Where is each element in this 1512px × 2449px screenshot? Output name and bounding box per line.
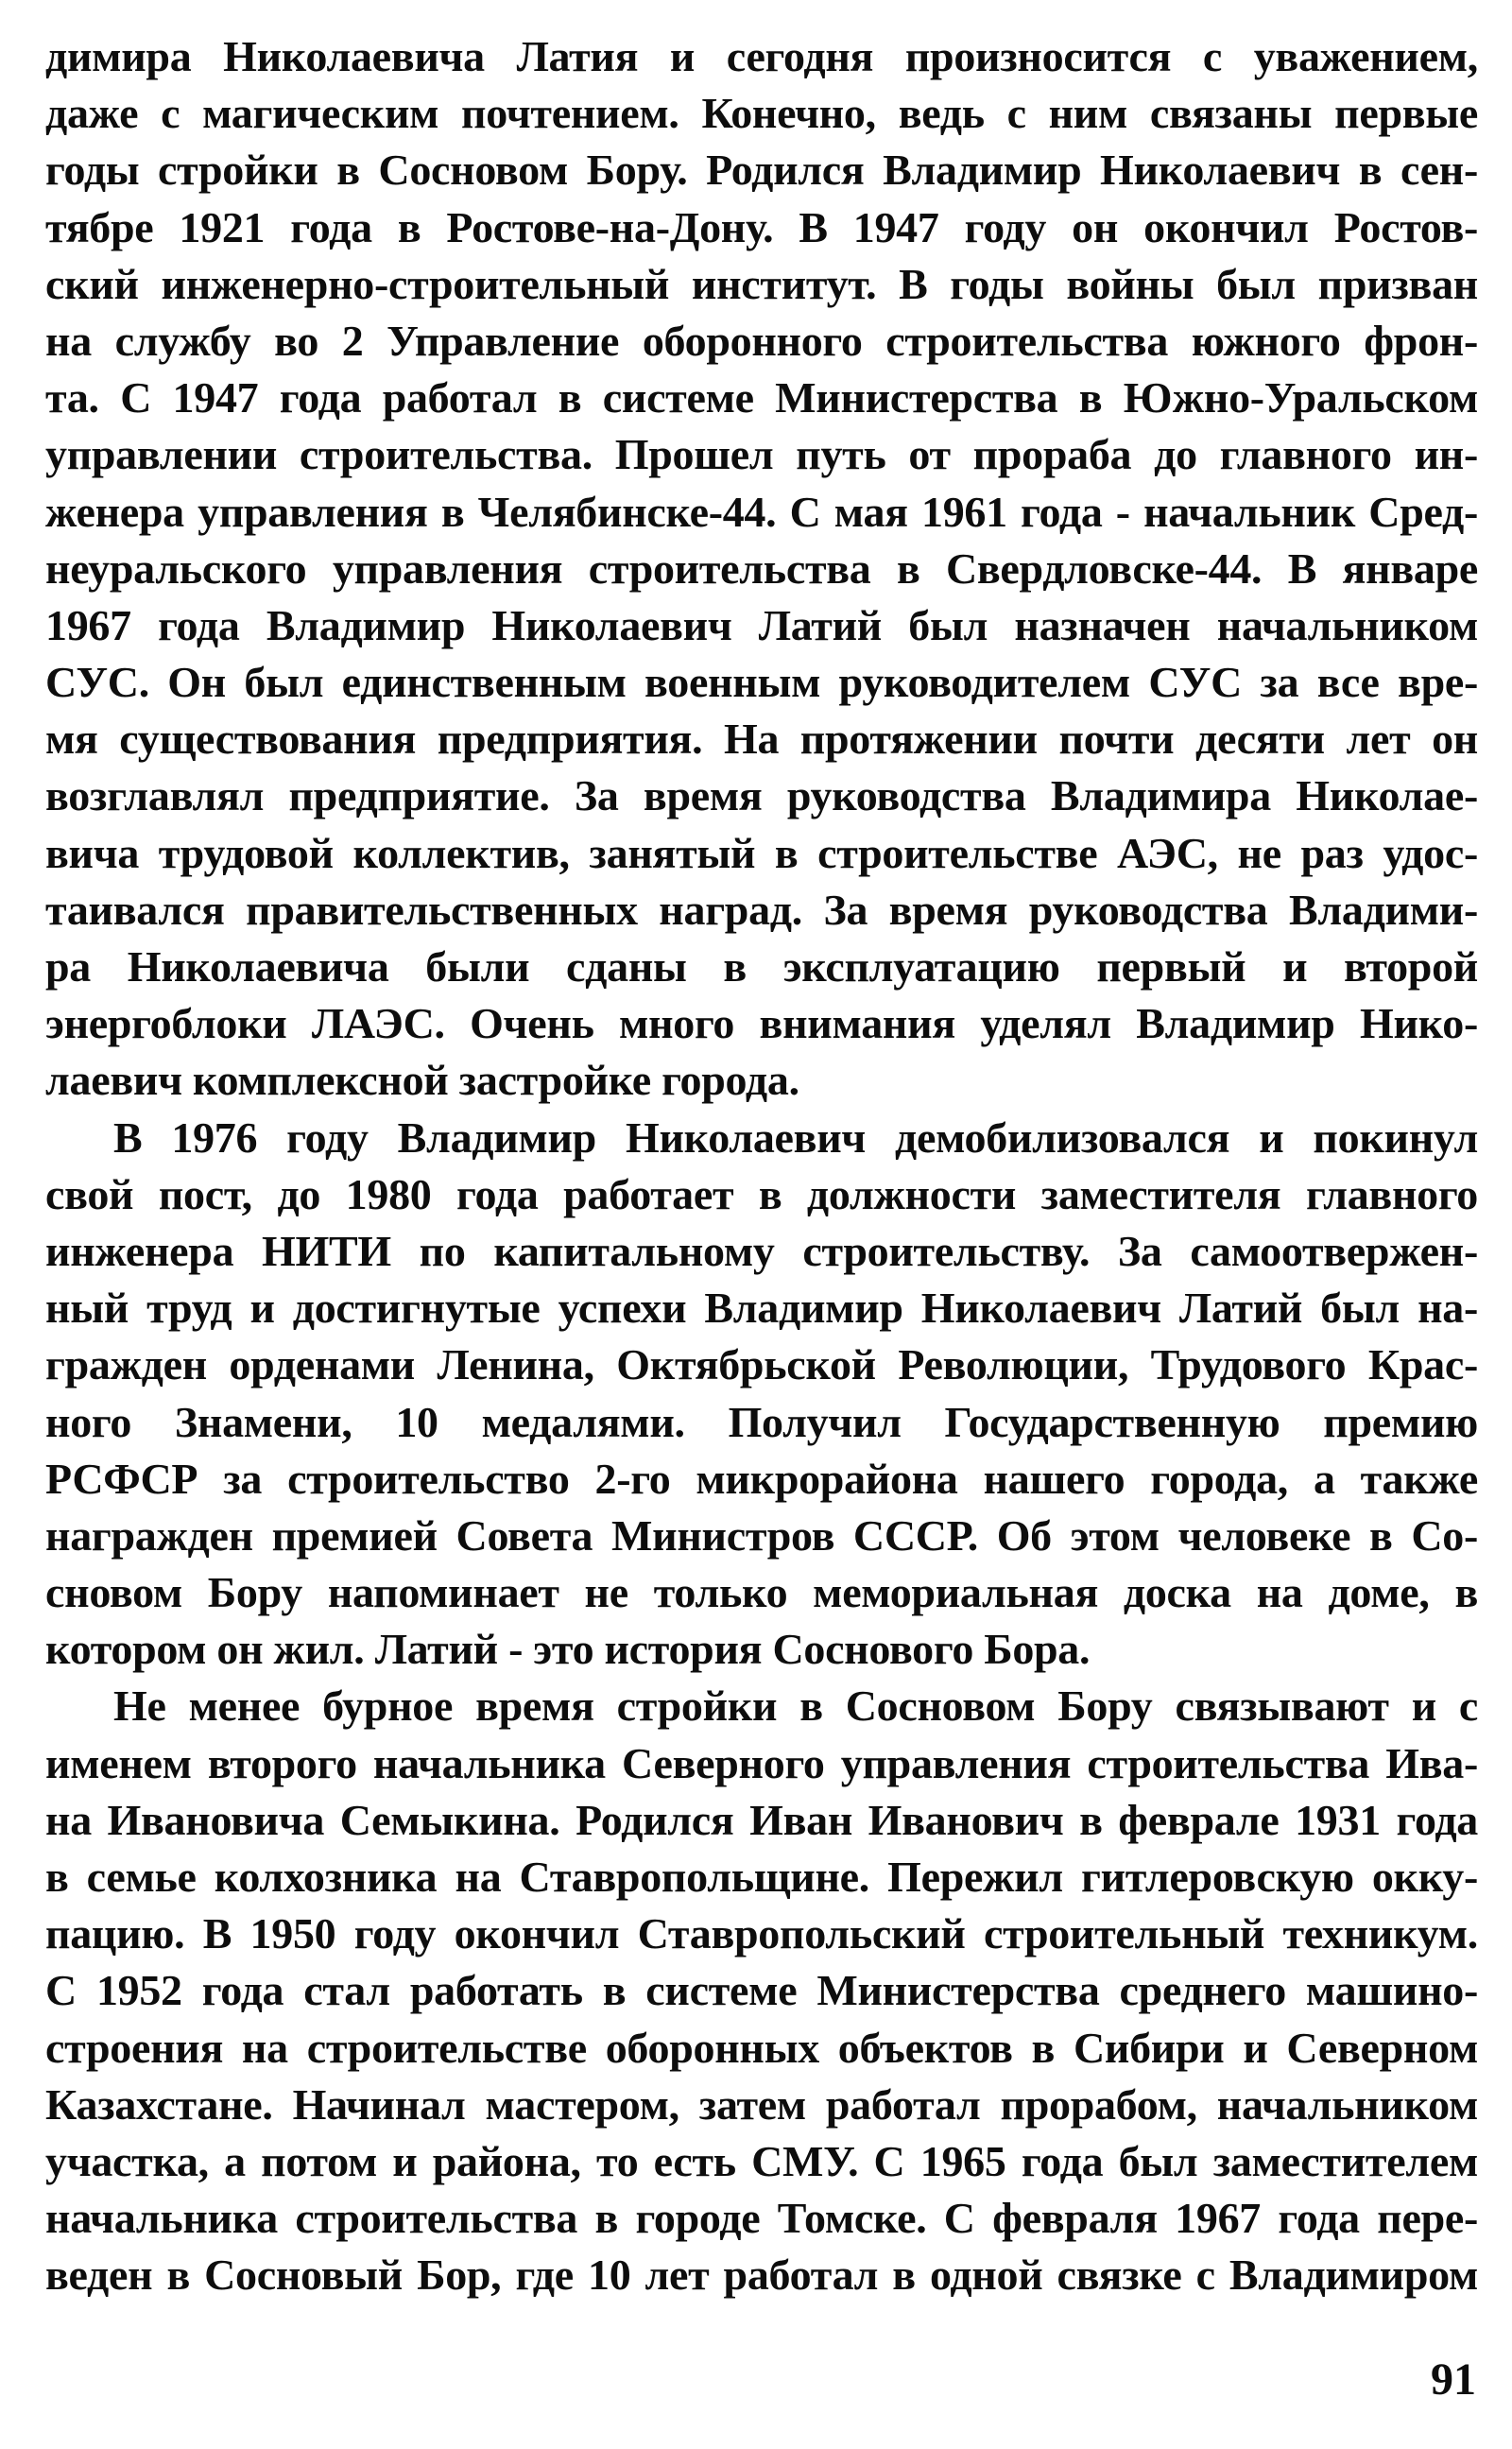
text-line: на Ивановича Семыкина. Родился Иван Иванович в феврале 1931 года bbox=[45, 1795, 1478, 1844]
text-line: строения на строительстве оборонных объектов в Сибири и Северном bbox=[45, 2023, 1478, 2072]
text-line: тябре 1921 года в Ростове-на-Дону. В 1947 году он окончил Ростов- bbox=[45, 202, 1478, 251]
text-line: СУС. Он был единственным военным руководителем СУС за все вре- bbox=[45, 658, 1478, 707]
text-line: Казахстане. Начинал мастером, затем работал прорабом, начальником bbox=[45, 2079, 1478, 2129]
text-line: та. С 1947 года работал в системе Министерства в Южно-Уральском bbox=[45, 373, 1478, 423]
text-line: начальника строительства в городе Томске. С февраля 1967 года пере- bbox=[45, 2194, 1478, 2243]
paragraph bbox=[45, 1678, 1478, 2303]
text-line: возглавлял предприятие. За время руководства Владимира Николае- bbox=[45, 771, 1478, 820]
text-line: мя существования предприятия. На протяжении почти десяти лет он bbox=[45, 715, 1478, 764]
text-line: сновом Бору напоминает не только мемориальная доска на доме, в bbox=[45, 1568, 1478, 1617]
paragraph bbox=[45, 28, 1478, 1110]
text-line: веден в Сосновый Бор, где 10 лет работал в одной связке с Владимиром bbox=[45, 2251, 1478, 2300]
text-line: гражден орденами Ленина, Октябрьской Революции, Трудового Крас- bbox=[45, 1340, 1478, 1389]
text-line: на службу во 2 Управление оборонного строительства южного фрон- bbox=[45, 316, 1478, 365]
text-line: ра Николаевича были сданы в эксплуатацию первый и второй bbox=[45, 942, 1478, 991]
text-line: неуральского управления строительства в Свердловске-44. В январе bbox=[45, 543, 1478, 593]
text-line: котором он жил. Латий - это история Соснового Бора. bbox=[45, 1625, 1091, 1674]
text-line: в семье колхозника на Ставропольщине. Пережил гитлеровскую окку- bbox=[45, 1853, 1478, 1901]
text-line: женера управления в Челябинске-44. С мая 1961 года - начальник Сред- bbox=[45, 487, 1478, 536]
text-line: лаевич комплексной застройке города. bbox=[45, 1056, 799, 1105]
body-text bbox=[45, 28, 1478, 2304]
text-line: С 1952 года стал работать в системе Министерства среднего машино- bbox=[45, 1966, 1478, 2015]
page-number: 91 bbox=[1431, 2354, 1476, 2405]
text-line: вича трудовой коллектив, занятый в строительстве АЭС, не раз удос- bbox=[45, 828, 1478, 877]
text-line: именем второго начальника Северного управления строительства Ива- bbox=[45, 1738, 1478, 1787]
text-line: Не менее бурное время стройки в Сосновом Бору связывают и с bbox=[113, 1682, 1478, 1731]
text-line: ный труд и достигнутые успехи Владимир Николаевич Латий был на- bbox=[45, 1284, 1478, 1333]
text-line: таивался правительственных наград. За время руководства Владими- bbox=[45, 885, 1478, 934]
text-line: награжден премией Совета Министров СССР. Об этом человеке в Со- bbox=[45, 1510, 1478, 1560]
text-line: димира Николаевича Латия и сегодня произносится с уважением, bbox=[45, 32, 1478, 80]
text-line: годы стройки в Сосновом Бору. Родился Владимир Николаевич в сен- bbox=[45, 146, 1478, 195]
text-line: свой пост, до 1980 года работает в должности заместителя главного bbox=[45, 1169, 1478, 1218]
text-line: инженера НИТИ по капитальному строительству. За самоотвержен- bbox=[45, 1226, 1478, 1275]
text-line: В 1976 году Владимир Николаевич демобилизовался и покинул bbox=[113, 1112, 1478, 1162]
text-line: пацию. В 1950 году окончил Ставропольский строительный техникум. bbox=[45, 1909, 1478, 1958]
paragraph bbox=[45, 1110, 1478, 1679]
text-line: 1967 года Владимир Николаевич Латий был назначен начальником bbox=[45, 600, 1478, 649]
text-line: управлении строительства. Прошел путь от прораба до главного ин- bbox=[45, 430, 1478, 479]
text-line: даже с магическим почтением. Конечно, ведь с ним связаны первые bbox=[45, 89, 1478, 138]
text-line: ного Знамени, 10 медалями. Получил Государственную премию bbox=[45, 1397, 1478, 1446]
text-line: ский инженерно-строительный институт. В годы войны был призван bbox=[45, 259, 1478, 308]
text-line: участка, а потом и района, то есть СМУ. С 1965 года был заместителем bbox=[45, 2136, 1478, 2185]
text-line: энергоблоки ЛАЭС. Очень много внимания уделял Владимир Нико- bbox=[45, 999, 1478, 1048]
text-line: РСФСР за строительство 2-го микрорайона нашего города, а также bbox=[45, 1454, 1478, 1503]
